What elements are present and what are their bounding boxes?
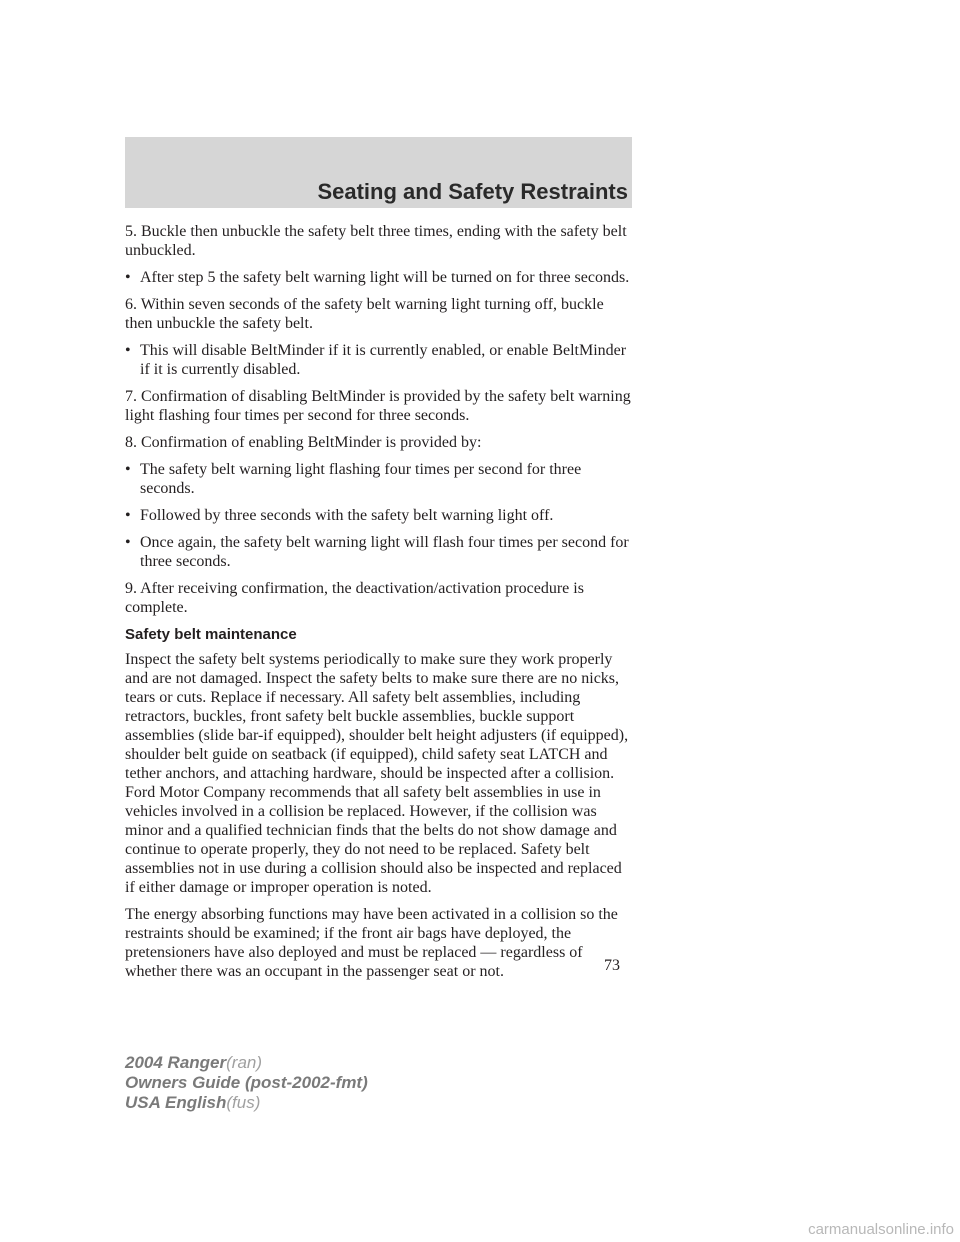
page-number: 73: [604, 957, 620, 974]
bullet-item: [125, 533, 635, 571]
footer-line-guide: [125, 1073, 368, 1093]
footer-guide: Owners Guide (post-2002-fmt): [125, 1073, 368, 1092]
bullet-dot: •: [125, 342, 131, 359]
bullet-dot: •: [125, 269, 131, 286]
paragraph: 6. Within seven seconds of the safety belt warning light turning off, buckle then unbuckle the safety belt.: [125, 296, 604, 332]
section-title: Seating and Safety Restraints: [317, 179, 628, 204]
paragraph: 9. After receiving confirmation, the deactivation/activation procedure is complete.: [125, 580, 584, 616]
bullet-dot: •: [125, 461, 131, 478]
paragraph: 5. Buckle then unbuckle the safety belt three times, ending with the safety belt unbuckled.: [125, 223, 627, 259]
paragraph: Inspect the safety belt systems periodically to make sure they work properly and are not damaged. Inspect the safety belts to make sure there are no nicks, tears or cuts. Replace if necessary. All safety belt assemblies, including retractors, buckles, front safety belt buckle assemblies, buckle support assemblies (slide bar-if equipped), shoulder belt height adjusters (if equipped), shoulder belt guide on seatback (if equipped), child safety seat LATCH and tether anchors, and attaching hardware, should be inspected after a collision. Ford Motor Company recommends that all safety belt assemblies in use in vehicles involved in a collision be replaced. However, if the collision was minor and a qualified technician finds that the belts do not show damage and continue to operate properly, they do not need to be replaced. Safety belt assemblies not in use during a collision should also be inspected and replaced if either damage or improper operation is noted.: [125, 651, 629, 896]
paragraph: The energy absorbing functions may have been activated in a collision so the restraints should be examined; if the front air bags have deployed, the pretensioners have also deployed and must be replaced — regardless of whether there was an occupant in the passenger seat or not.: [125, 906, 618, 980]
bullet-text: This will disable BeltMinder if it is currently enabled, or enable BeltMinder if it is currently disabled.: [140, 342, 627, 378]
bullet-text: Once again, the safety belt warning light will flash four times per second for three seconds.: [140, 534, 629, 570]
bullet-dot: •: [125, 534, 131, 551]
bullet-text: Followed by three seconds with the safety belt warning light off.: [140, 507, 554, 524]
bullet-item: [125, 268, 635, 287]
footer-model: 2004 Ranger: [125, 1053, 227, 1072]
watermark[interactable]: carmanualsonline.info: [808, 1221, 954, 1238]
section-subheading: Safety belt maintenance: [125, 626, 297, 643]
footer-line-language: [125, 1093, 368, 1113]
section-header-band: [125, 137, 632, 208]
bullet-item: [125, 341, 635, 379]
footer-language-code: (fus): [226, 1093, 261, 1112]
bullet-item: [125, 506, 635, 525]
bullet-dot: •: [125, 507, 131, 524]
bullet-text: The safety belt warning light flashing four times per second for three seconds.: [140, 461, 582, 497]
footer-language: USA English: [125, 1093, 227, 1112]
paragraph: 8. Confirmation of enabling BeltMinder is provided by:: [125, 434, 482, 451]
footer-model-code: (ran): [226, 1053, 263, 1072]
bullet-item: [125, 460, 635, 498]
paragraph: 7. Confirmation of disabling BeltMinder is provided by the safety belt warning light flashing four times per second for three seconds.: [125, 388, 631, 424]
page-content: [125, 222, 635, 989]
bullet-text: After step 5 the safety belt warning light will be turned on for three seconds.: [140, 269, 630, 286]
document-footer: [125, 1053, 368, 1113]
footer-line-model: [125, 1053, 368, 1073]
